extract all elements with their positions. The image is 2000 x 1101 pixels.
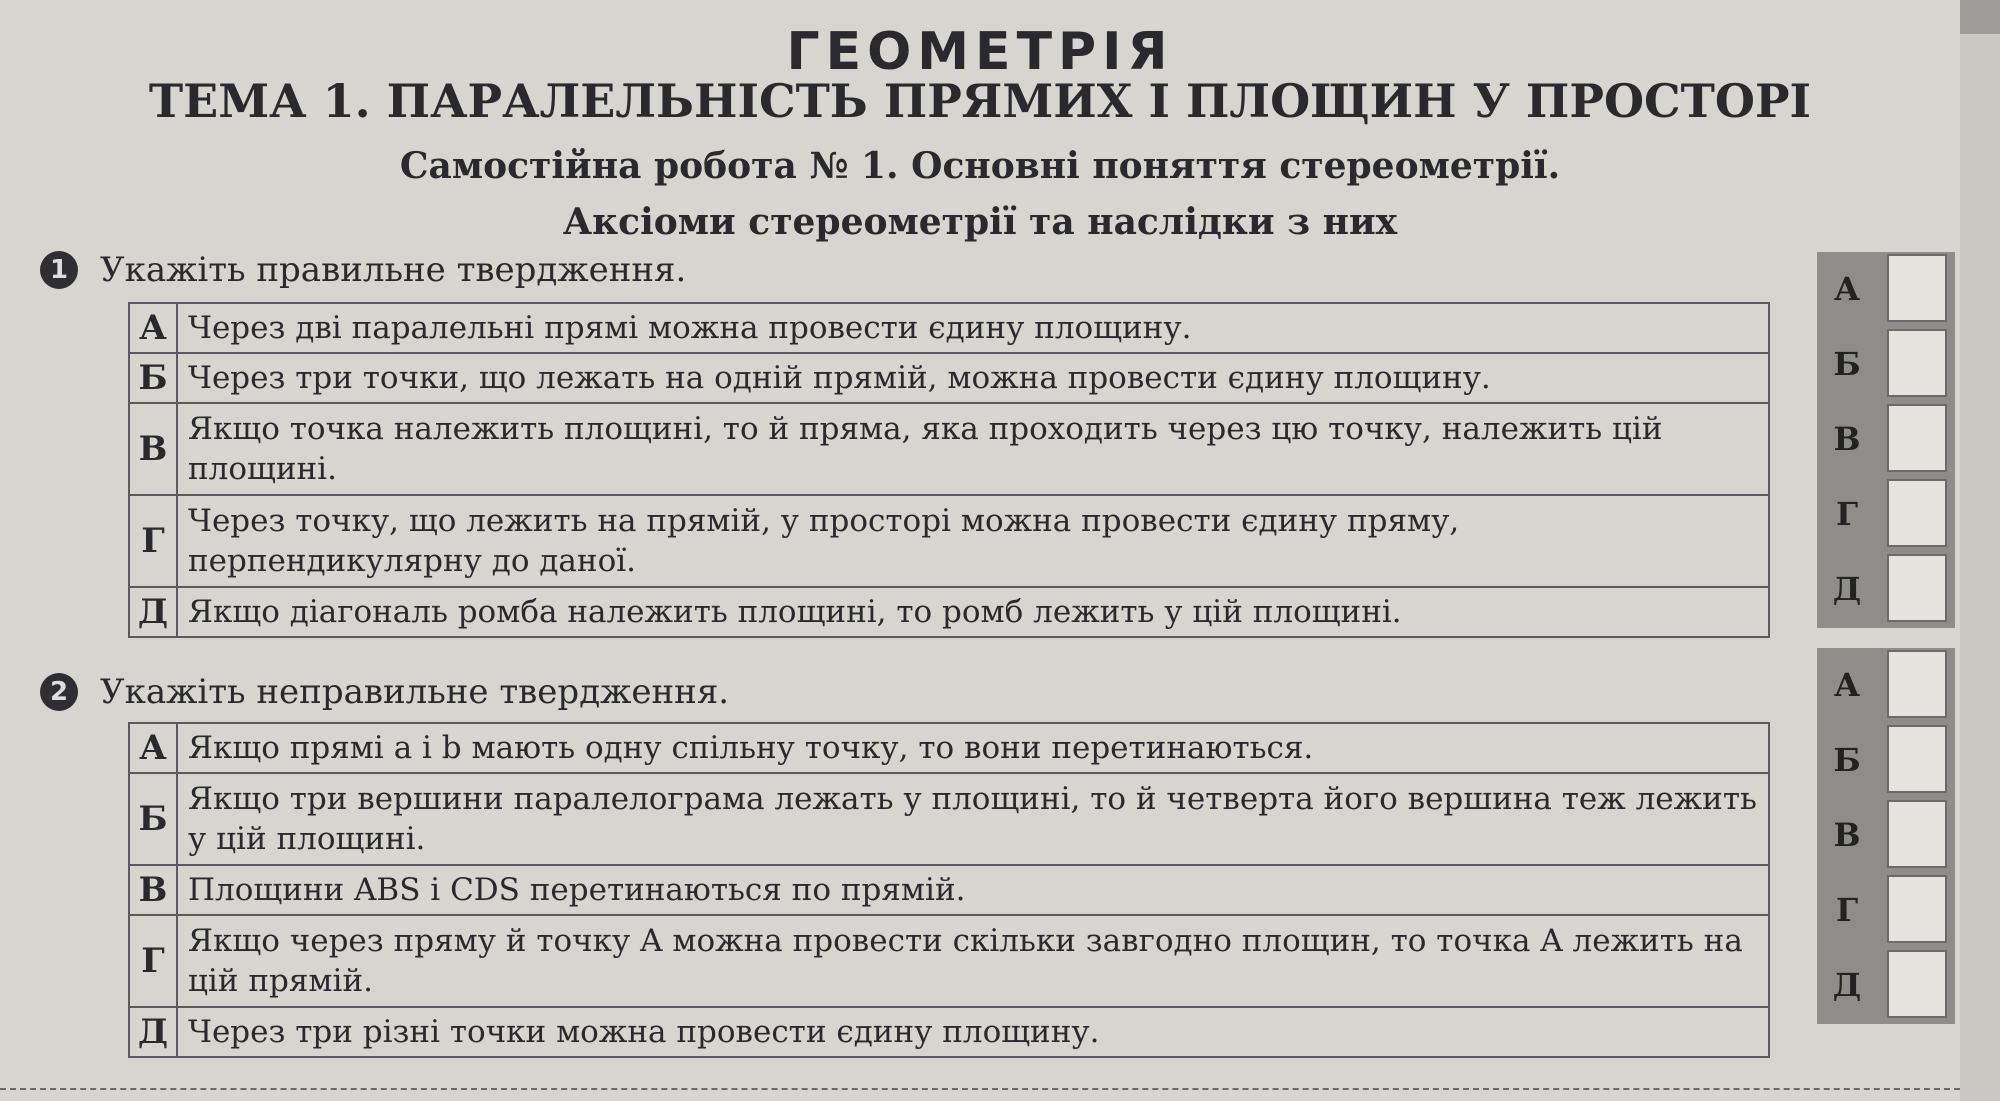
answer-letter: В — [1833, 816, 1861, 854]
task-1-header — [40, 250, 686, 290]
answer-letter: А — [1833, 666, 1861, 704]
option-letter: Д — [129, 587, 177, 637]
option-row — [129, 587, 1769, 637]
answer-checkbox[interactable] — [1887, 950, 1947, 1018]
answer-checkbox[interactable] — [1887, 329, 1947, 397]
option-text: Якщо три вершини паралелограма лежать у площині, то й четверта його вершина теж лежить у цій площині. — [177, 773, 1769, 865]
option-text: Площини ABS і CDS перетинаються по прямій. — [177, 865, 1769, 915]
work-title-line2: Аксіоми стереометрії та наслідки з них — [562, 201, 1398, 243]
option-letter: В — [129, 865, 177, 915]
answer-row — [1817, 327, 1955, 401]
work-title — [0, 138, 1960, 250]
topic-title: ТЕМА 1. ПАРАЛЕЛЬНІСТЬ ПРЯМИХ І ПЛОЩИН У ПРОСТОРІ — [148, 74, 1812, 128]
answer-checkbox[interactable] — [1887, 875, 1947, 943]
option-row — [129, 915, 1769, 1007]
option-text: Якщо точка належить площині, то й пряма, яка проходить через цю точку, належить цій площині. — [177, 403, 1769, 495]
task-number-badge: 2 — [40, 673, 78, 711]
answer-letter: Г — [1835, 891, 1859, 929]
option-text: Через три різні точки можна провести єдину площину. — [177, 1007, 1769, 1057]
task-2-header — [40, 672, 729, 712]
answer-letter: Б — [1833, 345, 1861, 383]
task-1-options-table — [128, 302, 1770, 638]
answer-row — [1817, 648, 1955, 722]
answer-letter: Б — [1833, 741, 1861, 779]
answer-checkbox[interactable] — [1887, 554, 1947, 622]
answer-row — [1817, 873, 1955, 947]
option-letter: Г — [129, 495, 177, 587]
option-row — [129, 723, 1769, 773]
task-prompt: Укажіть неправильне твердження. — [100, 672, 730, 712]
option-text: Якщо діагональ ромба належить площині, то ромб лежить у цій площині. — [177, 587, 1769, 637]
option-row — [129, 353, 1769, 403]
option-letter: Г — [129, 915, 177, 1007]
answer-letter: В — [1833, 420, 1861, 458]
option-letter: В — [129, 403, 177, 495]
section-title: ГЕОМЕТРІЯ — [786, 22, 1174, 82]
option-row — [129, 773, 1769, 865]
option-text: Якщо через пряму й точку A можна провести скільки завгодно площин, то точка A лежить на цій прямій. — [177, 915, 1769, 1007]
answer-checkbox[interactable] — [1887, 800, 1947, 868]
option-letter: Б — [129, 773, 177, 865]
option-row — [129, 865, 1769, 915]
answer-checkbox[interactable] — [1887, 650, 1947, 718]
answer-letter: Д — [1832, 570, 1862, 608]
answer-letter: Г — [1835, 495, 1859, 533]
answer-row — [1817, 477, 1955, 551]
task-2-answer-panel — [1817, 648, 1955, 1024]
option-letter: А — [129, 303, 177, 353]
answer-row — [1817, 552, 1955, 626]
answer-letter: Д — [1832, 966, 1862, 1004]
answer-letter: А — [1833, 270, 1861, 308]
answer-row — [1817, 948, 1955, 1022]
work-title-line1: Самостійна робота № 1. Основні поняття стереометрії. — [399, 145, 1561, 187]
cut-line — [0, 1088, 1960, 1090]
answer-row — [1817, 723, 1955, 797]
task-1-answer-panel — [1817, 252, 1955, 628]
answer-checkbox[interactable] — [1887, 254, 1947, 322]
option-row — [129, 1007, 1769, 1057]
option-text: Через дві паралельні прямі можна провести єдину площину. — [177, 303, 1769, 353]
option-row — [129, 495, 1769, 587]
answer-checkbox[interactable] — [1887, 725, 1947, 793]
option-letter: Д — [129, 1007, 177, 1057]
option-row — [129, 403, 1769, 495]
option-letter: Б — [129, 353, 177, 403]
answer-row — [1817, 252, 1955, 326]
option-text: Через точку, що лежить на прямій, у просторі можна провести єдину пряму, перпендикулярну до даної. — [177, 495, 1769, 587]
answer-row — [1817, 402, 1955, 476]
option-text: Через три точки, що лежать на одній прямій, можна провести єдину площину. — [177, 353, 1769, 403]
option-row — [129, 303, 1769, 353]
option-letter: А — [129, 723, 177, 773]
task-prompt: Укажіть правильне твердження. — [100, 250, 687, 290]
answer-checkbox[interactable] — [1887, 479, 1947, 547]
option-text — [177, 723, 1769, 773]
task-number-badge: 1 — [40, 251, 78, 289]
task-2-options-table — [128, 722, 1770, 1058]
option-text-content: Якщо прямі a і b мають одну спільну точку, то вони перетинаються. — [188, 730, 1314, 766]
answer-checkbox[interactable] — [1887, 404, 1947, 472]
answer-row — [1817, 798, 1955, 872]
